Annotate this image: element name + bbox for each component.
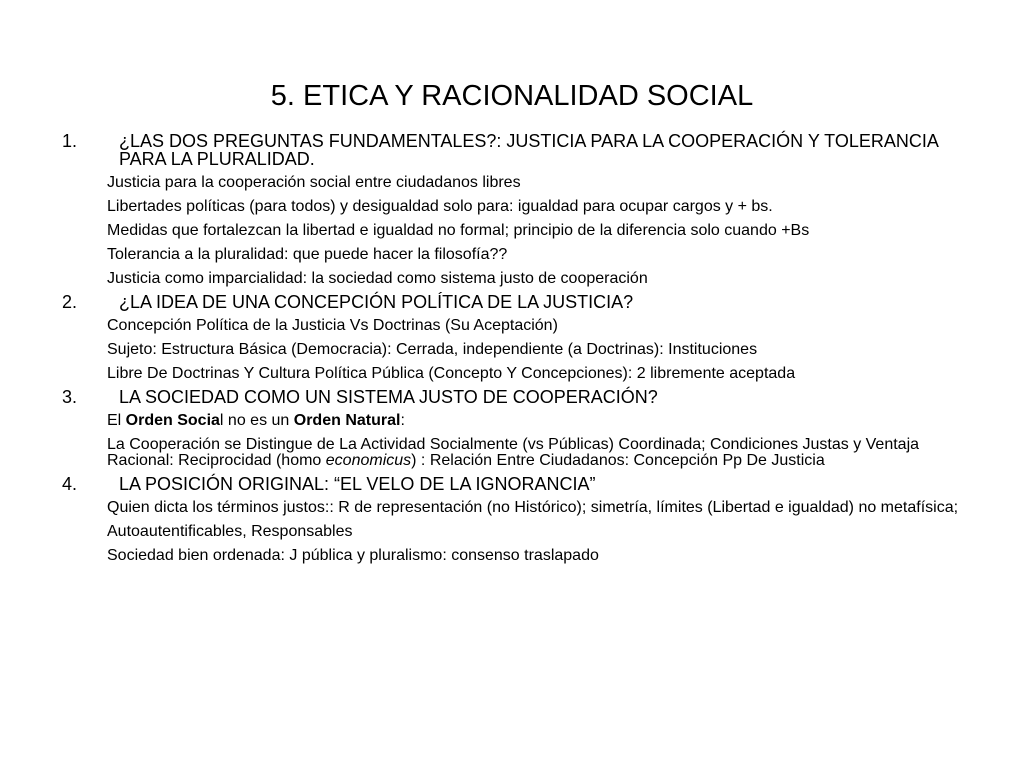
- sub-item: Medidas que fortalezcan la libertad e igualdad no formal; principio de la diferencia solo cuando +Bs: [107, 222, 810, 239]
- sub-item: [62, 433, 962, 473]
- section-number: 2.: [62, 292, 78, 312]
- sub-item: Justicia para la cooperación social entre ciudadanos libres: [107, 174, 521, 191]
- section-heading-text: ¿LA IDEA DE UNA CONCEPCIÓN POLÍTICA DE LA JUSTICIA?: [119, 292, 634, 312]
- sub-item: Libertades políticas (para todos) y desigualdad solo para: igualdad para ocupar cargos y + bs.: [107, 198, 773, 215]
- section-number: 3.: [62, 387, 78, 407]
- section-1: [62, 130, 962, 291]
- sub-item: Sujeto: Estructura Básica (Democracia): Cerrada, independiente (a Doctrinas): Instituciones: [107, 341, 758, 358]
- sub-item: [62, 409, 962, 433]
- text-run: l no es un: [219, 412, 294, 429]
- section-number: 1.: [62, 131, 78, 151]
- section-2: [62, 291, 962, 386]
- section-heading-text: LA SOCIEDAD COMO UN SISTEMA JUSTO DE COOPERACIÓN?: [119, 387, 658, 407]
- sub-item: Tolerancia a la pluralidad: que puede hacer la filosofía??: [107, 246, 508, 263]
- text-run: El: [107, 412, 126, 429]
- section-4: [62, 473, 962, 568]
- text-run: La Cooperación se Distingue de La Actividad Socialmente (vs Públicas) Coordinada; Condiciones Justas y Ventaja Racional: Reciprocidad (homo: [107, 436, 920, 469]
- sub-item: Autoautentificables, Responsables: [107, 523, 353, 540]
- section-number: 4.: [62, 474, 78, 494]
- italic-text-run: economicus: [325, 452, 412, 469]
- slide-content: [62, 130, 962, 568]
- text-run: ) : Relación Entre Ciudadanos: Concepción Pp De Justicia: [411, 452, 825, 469]
- section-heading-text: LA POSICIÓN ORIGINAL: “EL VELO DE LA IGNORANCIA”: [119, 474, 596, 494]
- sub-item: Sociedad bien ordenada: J pública y pluralismo: consenso traslapado: [107, 547, 599, 564]
- sub-item: Libre De Doctrinas Y Cultura Política Pública (Concepto Y Concepciones): 2 libremente aceptada: [107, 365, 796, 382]
- section-heading: [62, 386, 962, 409]
- section-heading-text: ¿LAS DOS PREGUNTAS FUNDAMENTALES?: JUSTICIA PARA LA COOPERACIÓN Y TOLERANCIA PARA LA PLURALIDAD.: [119, 131, 938, 169]
- section-heading: [62, 291, 962, 314]
- sub-item: Justicia como imparcialidad: la sociedad como sistema justo de cooperación: [107, 270, 648, 287]
- section-heading: [62, 473, 962, 496]
- sub-item: Quien dicta los términos justos:: R de representación (no Histórico); simetría, límites (Libertad e igualdad) no metafísica;: [107, 499, 959, 516]
- bold-text-run: Orden Socia: [125, 412, 220, 429]
- sub-item: Concepción Política de la Justicia Vs Doctrinas (Su Aceptación): [107, 317, 558, 334]
- bold-text-run: Orden Natural: [293, 412, 401, 429]
- section-3: [62, 386, 962, 473]
- slide-title: 5. ETICA Y RACIONALIDAD SOCIAL: [270, 80, 754, 112]
- text-run: :: [400, 412, 405, 429]
- section-heading: [62, 130, 962, 171]
